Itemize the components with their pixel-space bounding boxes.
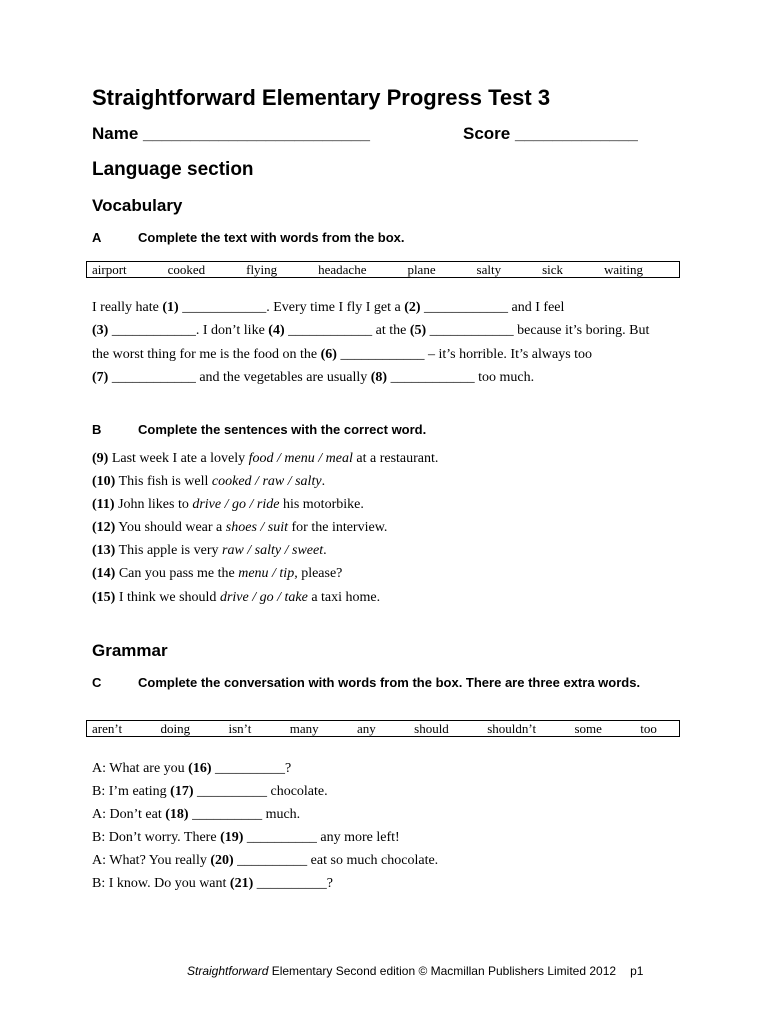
gap-number: (16) <box>188 761 212 776</box>
box-word: waiting <box>603 261 643 277</box>
section-c-instruction <box>92 675 652 691</box>
box-word: plane <box>407 261 436 277</box>
footer-copyright: Elementary Second edition © Macmillan Publishers Limited 2012 <box>268 964 617 978</box>
text-run: his motorbike. <box>279 497 364 513</box>
text-run: at a restaurant. <box>352 451 439 466</box>
box-word: doing <box>160 720 191 736</box>
conversation-line <box>92 849 438 872</box>
box-word: too <box>640 720 657 736</box>
gap-number: (19) <box>220 830 244 846</box>
text-run: A: What? You really <box>92 853 211 869</box>
text-run: ____________ and the vegetables are usually <box>108 369 371 385</box>
box-word: shouldn’t <box>487 720 537 736</box>
section-b-sentences <box>92 447 438 609</box>
text-run: Can you pass me the <box>115 566 239 582</box>
word-box-a <box>86 261 680 278</box>
text-line <box>92 343 692 366</box>
vocabulary-heading: Vocabulary <box>92 196 183 215</box>
sentence-item <box>92 470 438 493</box>
gap-number: (20) <box>210 853 234 869</box>
gap-number: (1) <box>162 300 179 315</box>
text-run: B: I know. Do you want <box>92 876 230 892</box>
conversation-line <box>92 872 438 895</box>
text-line <box>92 319 692 342</box>
conversation-line <box>92 803 438 826</box>
text-run: ____________. I don’t like <box>108 323 269 339</box>
box-word: aren’t <box>92 720 123 736</box>
item-number: (11) <box>92 497 115 513</box>
score-field-line: Score _____________ <box>463 124 638 143</box>
box-word: salty <box>476 261 502 277</box>
text-run: Last week I ate a lovely <box>108 451 249 466</box>
text-run: . <box>321 474 326 490</box>
text-run: __________? <box>211 761 292 776</box>
gap-number: (5) <box>409 323 427 339</box>
section-a-text <box>92 296 692 389</box>
text-run: ____________. Every time I fly I get a <box>178 300 405 315</box>
text-run: __________ any more left! <box>243 830 400 846</box>
sentence-item <box>92 539 438 562</box>
gap-number: (7) <box>92 369 109 385</box>
gap-number: (2) <box>404 300 421 315</box>
box-word: airport <box>92 261 127 277</box>
box-word: should <box>414 720 449 736</box>
instruction-text: Complete the text with words from the box. <box>138 230 405 245</box>
conversation-line <box>92 780 438 803</box>
gap-number: (3) <box>92 323 109 339</box>
text-run: This apple is very <box>115 543 222 559</box>
word-options: raw / salty / sweet <box>222 543 324 559</box>
text-run: I really hate <box>92 300 163 315</box>
section-a-instruction <box>92 230 652 246</box>
item-number: (10) <box>92 474 116 490</box>
box-word: flying <box>246 261 278 277</box>
text-run: ____________ and I feel <box>420 300 565 315</box>
page-footer <box>187 964 643 978</box>
item-number: (12) <box>92 520 116 536</box>
gap-number: (4) <box>268 323 285 339</box>
word-options: menu / tip <box>238 566 295 582</box>
box-word: cooked <box>167 261 206 277</box>
text-run: I think we should <box>115 589 220 605</box>
text-run: B: Don’t worry. There <box>92 830 221 846</box>
gap-number: (8) <box>370 369 388 385</box>
section-letter: A <box>92 230 102 245</box>
text-run: ____________ too much. <box>387 369 535 385</box>
word-options: shoes / suit <box>225 520 289 536</box>
box-word: some <box>574 720 602 736</box>
item-number: (13) <box>92 543 116 559</box>
section-b-instruction <box>92 422 652 438</box>
instruction-text: Complete the conversation with words from the box. There are three extra words. <box>138 675 641 690</box>
box-word: any <box>356 720 376 736</box>
text-run: , please? <box>294 566 343 582</box>
gap-number: (18) <box>165 807 189 823</box>
sentence-item <box>92 516 438 539</box>
text-run: ____________ because it’s boring. But <box>426 323 650 339</box>
text-run: A: What are you <box>92 761 189 776</box>
word-options: food / menu / meal <box>248 451 353 466</box>
text-run: __________ chocolate. <box>193 784 328 800</box>
name-field-line: Name ________________________ <box>92 124 370 143</box>
grammar-heading: Grammar <box>92 641 168 660</box>
text-run: __________ much. <box>188 807 301 823</box>
word-box-c <box>86 720 680 737</box>
text-run: for the interview. <box>288 520 388 536</box>
item-number: (15) <box>92 589 116 605</box>
word-options: cooked / raw / salty <box>211 474 322 490</box>
gap-number: (21) <box>229 876 254 892</box>
text-line <box>92 366 692 389</box>
text-line <box>92 296 692 319</box>
language-section-heading: Language section <box>92 159 254 180</box>
word-options: drive / go / take <box>219 589 308 605</box>
text-run: ____________ – it’s horrible. It’s always too <box>336 346 593 362</box>
box-word: isn’t <box>228 720 252 736</box>
text-run: __________? <box>253 876 333 892</box>
box-word: sick <box>542 261 564 277</box>
instruction-text: Complete the sentences with the correct word. <box>138 422 427 437</box>
page-title: Straightforward Elementary Progress Test 3 <box>92 85 551 110</box>
text-run: __________ eat so much chocolate. <box>233 853 439 869</box>
gap-number: (6) <box>320 346 337 362</box>
text-run: John likes to <box>114 497 193 513</box>
footer-italic: Straightforward <box>187 964 269 978</box>
text-run: This fish is well <box>115 474 212 490</box>
text-run: . <box>323 543 327 559</box>
conversation-line <box>92 757 438 780</box>
box-word: many <box>289 720 319 736</box>
text-run: a taxi home. <box>307 589 381 605</box>
text-run: the worst thing for me is the food on the <box>92 346 321 362</box>
page-number: p1 <box>630 964 644 978</box>
section-c-conversation <box>92 757 438 896</box>
section-letter: B <box>92 422 102 437</box>
text-run: A: Don’t eat <box>92 807 166 823</box>
box-word: headache <box>318 261 367 277</box>
text-run: You should wear a <box>115 520 226 536</box>
sentence-item <box>92 493 438 516</box>
text-run: B: I’m eating <box>92 784 171 800</box>
conversation-line <box>92 826 438 849</box>
item-number: (14) <box>92 566 116 582</box>
sentence-item <box>92 586 438 609</box>
gap-number: (17) <box>170 784 194 800</box>
item-number: (9) <box>92 451 109 466</box>
text-run: ____________ at the <box>284 323 410 339</box>
word-options: drive / go / ride <box>192 497 280 513</box>
section-letter: C <box>92 675 102 690</box>
sentence-item <box>92 562 438 585</box>
sentence-item <box>92 447 438 470</box>
